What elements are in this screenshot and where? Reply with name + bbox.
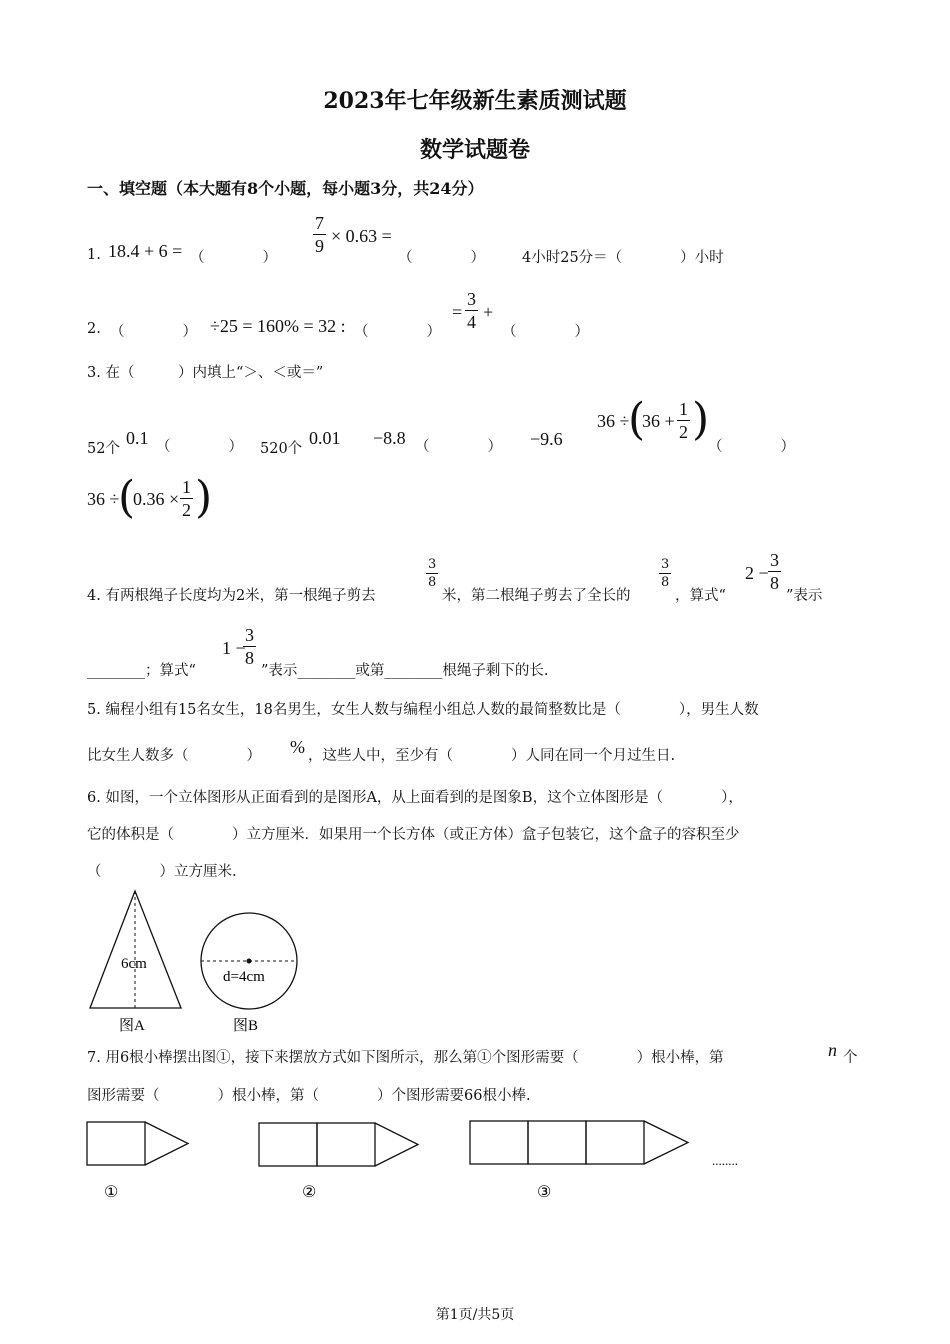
q4-line2-part1: ________；算式“ (87, 663, 196, 679)
q3-expr-b-fraction (180, 478, 193, 519)
q4-line1-part2: 米，第二根绳子剪去了全长的 (442, 588, 631, 604)
q3-text: 3. 在（ ）内填上“＞、＜或＝” (87, 365, 324, 381)
page-subtitle: 数学试题卷 (419, 137, 530, 163)
figure-a-triangle (90, 891, 181, 1034)
stick-figure-3 (470, 1121, 688, 1164)
q2-eq: = (452, 302, 463, 322)
q3-001: 0.01 (309, 428, 341, 448)
right-paren: ) (692, 394, 710, 445)
q3-expr-a-lead: 36 ÷ (597, 411, 630, 431)
q3-52: 52个 (87, 441, 120, 457)
figure-a-caption: 图A (119, 1018, 145, 1034)
q1-expr1: 18.4 + 6 = (108, 241, 183, 261)
q5-line1: 5. 编程小组有15名女生，18名男生，女生人数与编程小组总人数的最简整数比是（ ），男生人数 (87, 702, 759, 718)
q3-n96: −9.6 (530, 429, 563, 449)
q2-frac-den: 4 (467, 312, 476, 332)
q3-expr-b-inner: 0.36 × (133, 489, 180, 509)
frac-num: 3 (661, 557, 670, 572)
q1-blank1: （ ） (190, 250, 277, 266)
q4-line1-part4: ”表示 (786, 588, 823, 604)
right-paren: ) (195, 472, 213, 523)
frac-den: 2 (182, 500, 191, 520)
q5-percent: % (290, 737, 305, 757)
frac-num: 3 (770, 550, 779, 570)
stick-figure-1 (87, 1122, 188, 1165)
q4-expr2: 1 − (222, 638, 246, 658)
figure-2-label: ② (302, 1184, 317, 1201)
q1-fraction (313, 214, 326, 255)
frac-den: 2 (679, 422, 688, 442)
figure-b-circle (201, 913, 297, 1034)
q7-stick-figures (80, 1115, 780, 1205)
q4-line1-part1: 4. 有两根绳子长度均为2米，第一根绳子剪去 (87, 588, 376, 604)
q7-n: n (828, 1040, 837, 1060)
q3-blank1: （ ） (156, 439, 243, 455)
q1-expr2: × 0.63 = (331, 226, 392, 246)
q2-blank1: （ ） (110, 324, 197, 340)
q4-expr2-fraction (243, 626, 256, 667)
q1-number: 1. (87, 247, 101, 263)
continuation-dots: ........ (712, 1153, 738, 1168)
figure-3-label: ③ (537, 1184, 552, 1201)
q2-blank3: （ ） (502, 324, 589, 340)
frac-num: 3 (428, 557, 437, 572)
frac-num: 3 (245, 625, 254, 645)
section-heading: 一、填空题（本大题有8个小题，每小题3分，共24分） (87, 179, 484, 198)
frac-den: 8 (245, 648, 254, 668)
q3-expr-a-inner: 36 + (642, 411, 675, 431)
page-title: 2023年七年级新生素质测试题 (323, 88, 627, 114)
q2-fraction (465, 290, 478, 331)
q1-frac-den: 9 (315, 236, 324, 256)
q6-line1: 6. 如图，一个立体图形从正面看到的是图形A，从上面看到的是图象B，这个立体图形是（ ）， (87, 790, 743, 806)
q4-expr1-fraction (768, 551, 781, 592)
q2-blank2: （ ） (354, 324, 441, 340)
q4-expr1: 2 − (745, 563, 769, 583)
q2-expr1: ÷25 = 160% = 32 : (210, 316, 346, 336)
q6-figures (85, 888, 305, 1036)
q4-line1-part3: ，算式“ (675, 588, 726, 604)
q3-520: 520个 (260, 441, 303, 457)
q6-line3: （ ）立方厘米. (87, 864, 237, 880)
figure-a-height-label: 6cm (121, 956, 147, 972)
left-paren: ( (628, 394, 646, 445)
figure-b-caption: 图B (233, 1018, 259, 1034)
q1-blank2: （ ） (398, 250, 485, 266)
q3-expr-a-fraction (677, 400, 690, 441)
q7-line1-part2: 个 (843, 1050, 858, 1066)
q7-line1-part1: 7. 用6根小棒摆出图①，接下来摆放方式如下图所示，那么第①个图形需要（ ）根小棒，第 (87, 1050, 724, 1066)
q1-frac-num: 7 (315, 213, 324, 233)
q1-text3: 4小时25分＝（ ）小时 (522, 250, 724, 266)
q2-frac-num: 3 (467, 289, 476, 309)
figure-b-diameter-label: d=4cm (223, 969, 265, 985)
q6-line2: 它的体积是（ ）立方厘米．如果用一个长方体（或正方体）盒子包装它，这个盒子的容积至少 (87, 827, 740, 843)
stick-figure-2 (259, 1123, 418, 1166)
q3-n88: −8.8 (373, 428, 406, 448)
q3-blank2: （ ） (415, 439, 502, 455)
frac-den: 8 (661, 575, 670, 590)
frac-num: 1 (679, 399, 688, 419)
q7-line2: 图形需要（ ）根小棒，第（ ）个图形需要66根小棒. (87, 1088, 531, 1104)
q5-line2-part2: ，这些人中，至少有（ ）人同在同一个月过生日. (308, 748, 676, 764)
q2-plus: + (483, 302, 494, 322)
page-footer: 第1页/共5页 (435, 1307, 515, 1323)
q3-expr-b-lead: 36 ÷ (87, 489, 120, 509)
q2-number: 2. (87, 321, 101, 337)
q4-fraction-1 (426, 558, 438, 589)
q5-line2-part1: 比女生人数多（ ） (87, 748, 261, 764)
q4-fraction-2 (659, 558, 671, 589)
left-paren: ( (118, 472, 136, 523)
q3-blank3: （ ） (708, 439, 795, 455)
frac-num: 1 (182, 477, 191, 497)
q3-01: 0.1 (126, 428, 149, 448)
frac-den: 8 (428, 575, 437, 590)
q4-line2-part2: ”表示________或第________根绳子剩下的长. (261, 663, 549, 679)
figure-1-label: ① (104, 1184, 119, 1201)
frac-den: 8 (770, 573, 779, 593)
